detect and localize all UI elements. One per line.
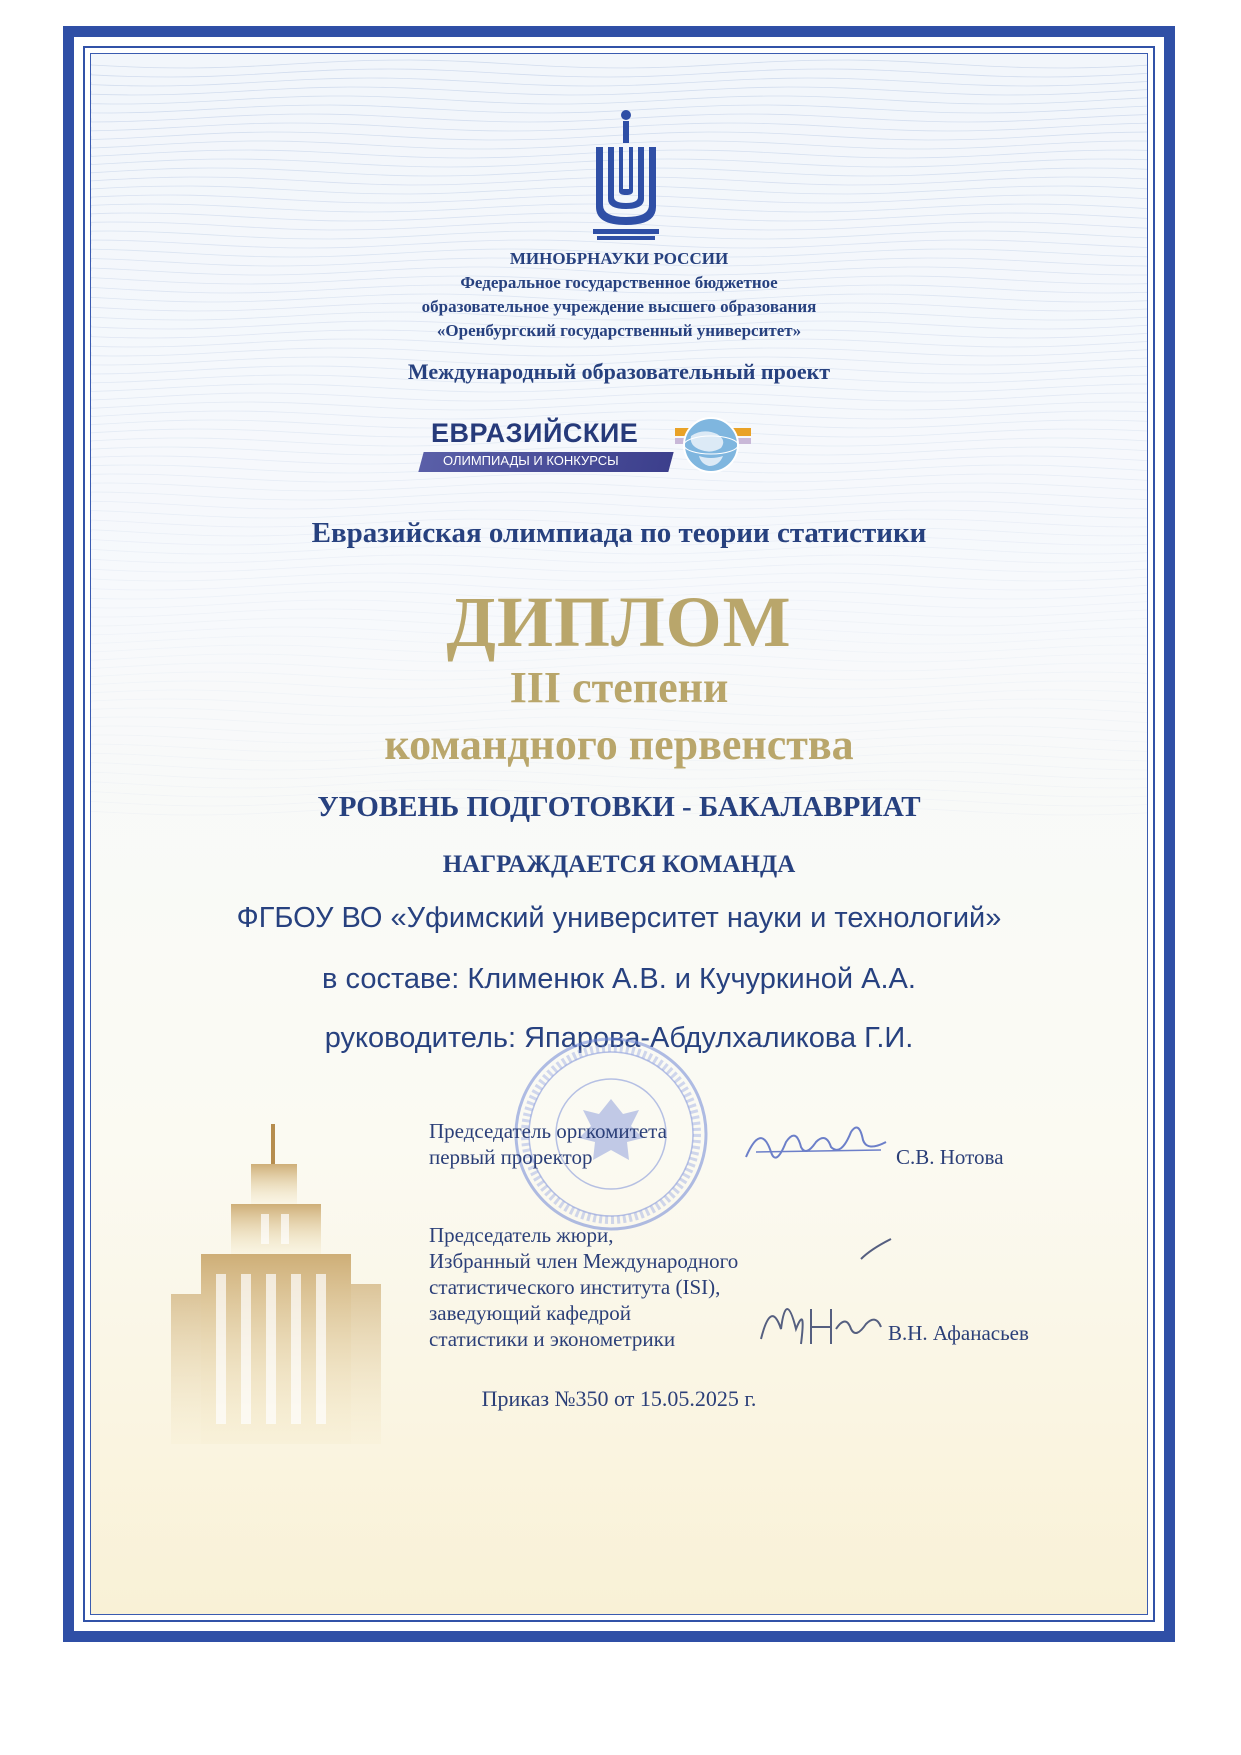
team-leader: руководитель: Япарова-Абдулхаликова Г.И.	[324, 1022, 914, 1054]
chair2-title-line5: статистики и эконометрики	[429, 1327, 676, 1351]
olympiad-title: Евразийская олимпиада по теории статистики	[311, 517, 927, 549]
chair1-title-line1: Председатель оргкомитета	[429, 1119, 667, 1143]
university-emblem-icon	[591, 107, 661, 242]
eurasian-olympiads-logo	[421, 414, 771, 484]
chair2-title-line1: Председатель жюри,	[429, 1223, 614, 1247]
globe-icon	[671, 414, 755, 476]
awarded-label: НАГРАЖДАЕТСЯ КОМАНДА	[442, 851, 796, 878]
logo-subtitle: ОЛИМПИАДЫ И КОНКУРСЫ	[443, 453, 619, 468]
institution-line-2: образовательное учреждение высшего образования	[421, 297, 817, 316]
diploma-frame	[63, 26, 1175, 1642]
order-number: Приказ №350 от 15.05.2025 г.	[481, 1386, 757, 1411]
chair2-name: В.Н. Афанасьев	[888, 1321, 1029, 1345]
education-level: УРОВЕНЬ ПОДГОТОВКИ - БАКАЛАВРИАТ	[317, 791, 921, 823]
ministry-name: МИНОБРНАУКИ РОССИИ	[509, 249, 729, 268]
diploma-kind: командного первенства	[384, 720, 854, 769]
institution-line-1: Федеральное государственное бюджетное	[460, 273, 778, 292]
chair1-title-line2: первый проректор	[429, 1145, 593, 1169]
diploma-title: ДИПЛОМ	[446, 582, 792, 662]
chair2-title-line3: статистического института (ISI),	[429, 1275, 721, 1299]
project-name: Международный образовательный проект	[407, 359, 831, 384]
chair1-name: С.В. Нотова	[896, 1145, 1004, 1169]
team-members: в составе: Клименюк А.В. и Кучуркиной А.А.	[322, 963, 916, 995]
chair2-title-line4: заведующий кафедрой	[429, 1301, 632, 1325]
team-organization: ФГБОУ ВО «Уфимский университет науки и технологий»	[236, 902, 1002, 934]
signature-notova	[741, 1112, 891, 1172]
chair2-title-line2: Избранный член Международного	[429, 1249, 739, 1273]
logo-word: ЕВРАЗИЙСКИЕ	[431, 418, 639, 448]
diploma-body	[90, 53, 1148, 1615]
diploma-degree: III степени	[509, 663, 729, 712]
institution-line-3: «Оренбургский государственный университет»	[436, 321, 802, 340]
